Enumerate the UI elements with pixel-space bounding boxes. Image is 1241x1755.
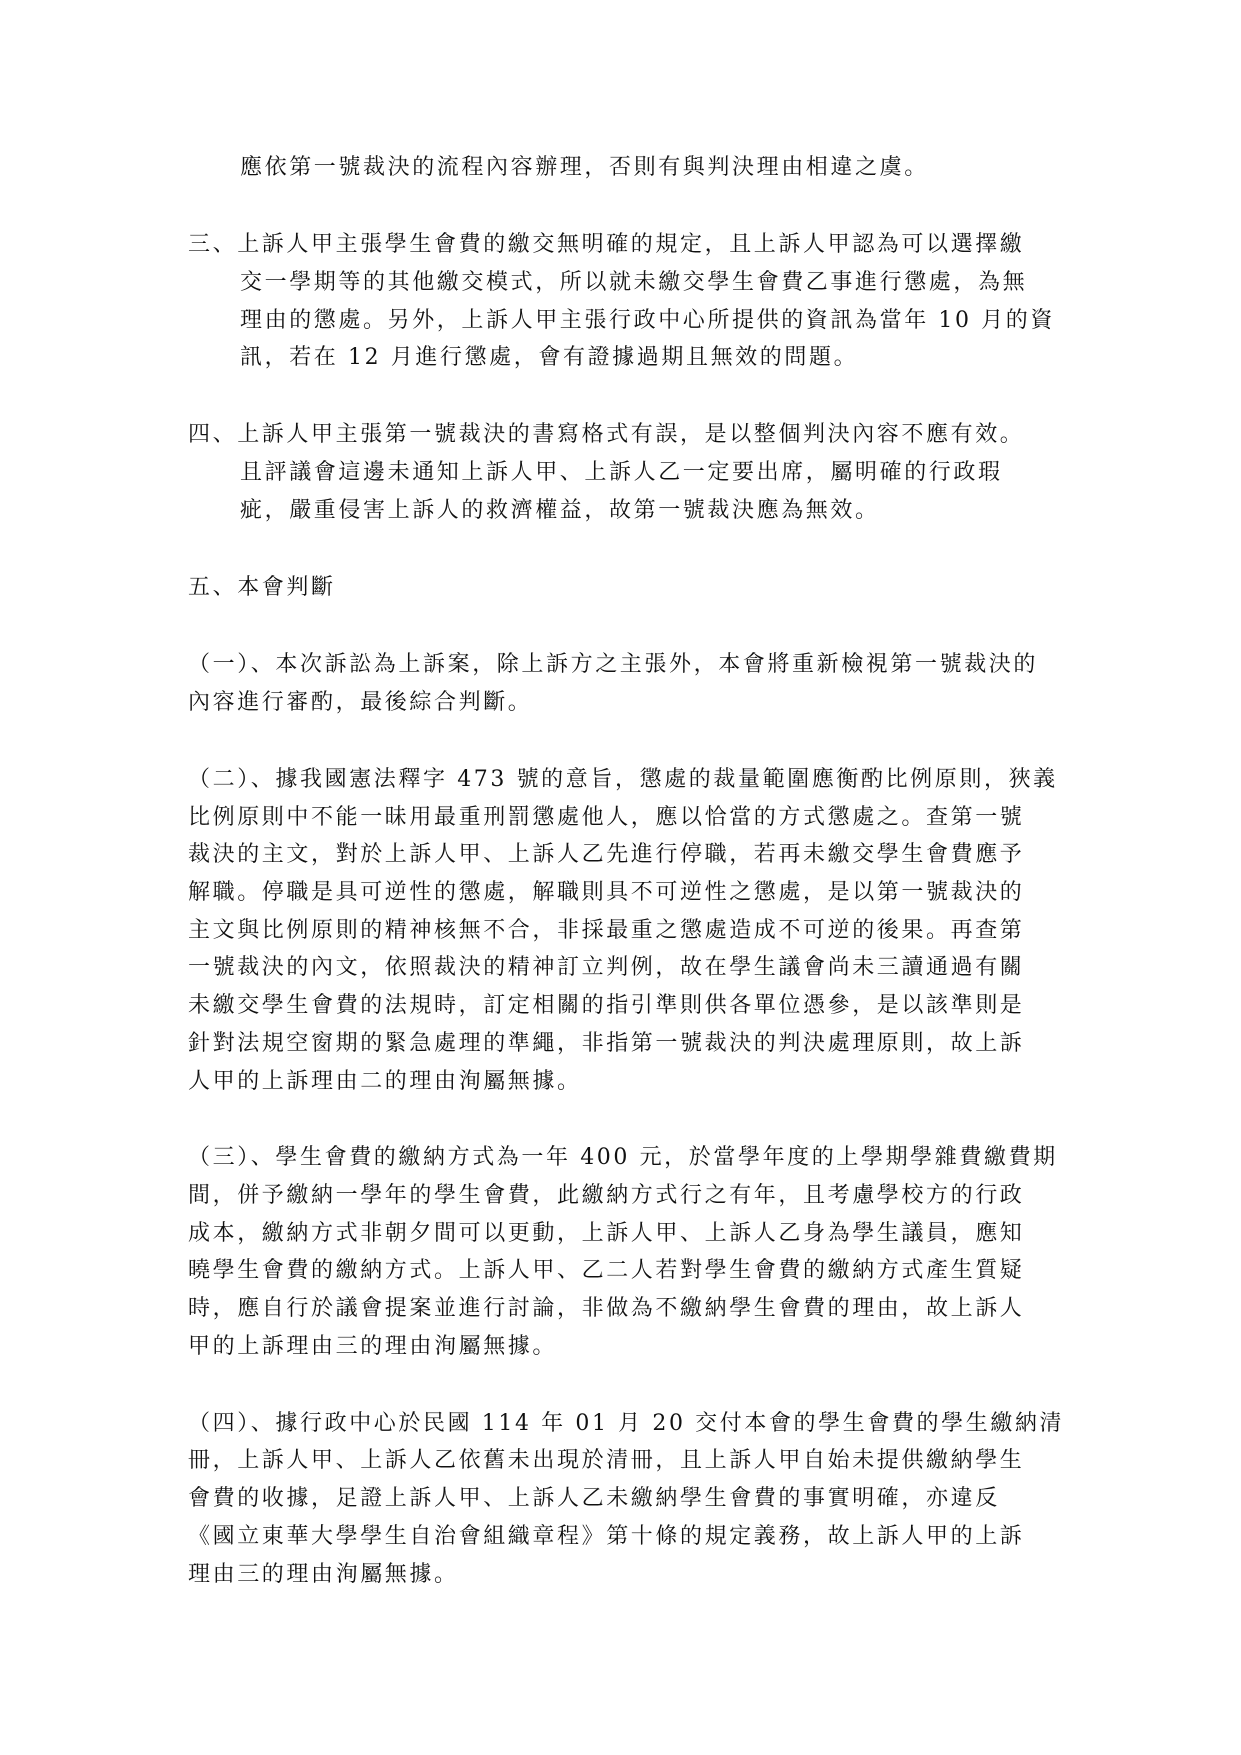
- section-5-heading: 五、本會判斷: [188, 575, 336, 600]
- section-3-line: 交一學期等的其他繳交模式，所以就未繳交學生會費乙事進行懲處，為無: [240, 270, 1028, 295]
- paragraph-line: （三）、學生會費的繳納方式為一年 400 元，於當學年度的上學期學雜費繳費期: [188, 1145, 1058, 1170]
- paragraph-line: 比例原則中不能一昧用最重刑罰懲處他人，應以恰當的方式懲處之。查第一號: [188, 805, 1025, 830]
- paragraph-line: 內容進行審酌，最後綜合判斷。: [188, 690, 533, 715]
- section-4-line: 四、上訴人甲主張第一號裁決的書寫格式有誤，是以整個判決內容不應有效。: [188, 422, 1025, 447]
- paragraph-line: （四）、據行政中心於民國 114 年 01 月 20 交付本會的學生會費的學生繳納清: [188, 1411, 1065, 1436]
- paragraph-line: 時，應自行於議會提案並進行討論，非做為不繳納學生會費的理由，故上訴人: [188, 1296, 1025, 1321]
- paragraph-line: 間，併予繳納一學年的學生會費，此繳納方式行之有年，且考慮學校方的行政: [188, 1183, 1025, 1208]
- paragraph-line: 冊，上訴人甲、上訴人乙依舊未出現於清冊，且上訴人甲自始未提供繳納學生: [188, 1448, 1025, 1473]
- paragraph-line: 曉學生會費的繳納方式。上訴人甲、乙二人若對學生會費的繳納方式產生質疑: [188, 1258, 1025, 1283]
- paragraph-line: 成本，繳納方式非朝夕間可以更動，上訴人甲、上訴人乙身為學生議員，應知: [188, 1221, 1025, 1246]
- section-4-line: 且評議會這邊未通知上訴人甲、上訴人乙一定要出席，屬明確的行政瑕: [240, 460, 1003, 485]
- paragraph-line: 理由三的理由洵屬無據。: [188, 1562, 459, 1587]
- section-4-line: 疵，嚴重侵害上訴人的救濟權益，故第一號裁決應為無效。: [240, 498, 880, 523]
- paragraph-line: 會費的收據，足證上訴人甲、上訴人乙未繳納學生會費的事實明確，亦違反: [188, 1486, 1000, 1511]
- paragraph-line: （一）、本次訴訟為上訴案，除上訴方之主張外，本會將重新檢視第一號裁決的: [188, 652, 1039, 677]
- section-3-line: 訊，若在 12 月進行懲處，會有證據過期且無效的問題。: [240, 345, 859, 370]
- paragraph-line: 針對法規空窗期的緊急處理的準繩，非指第一號裁決的判決處理原則，故上訴: [188, 1031, 1025, 1056]
- paragraph-line: 人甲的上訴理由二的理由洵屬無據。: [188, 1069, 582, 1094]
- paragraph-line: 主文與比例原則的精神核無不合，非採最重之懲處造成不可逆的後果。再查第: [188, 918, 1025, 943]
- paragraph-line: 解職。停職是具可逆性的懲處，解職則具不可逆性之懲處，是以第一號裁決的: [188, 880, 1025, 905]
- section-3-line: 三、上訴人甲主張學生會費的繳交無明確的規定，且上訴人甲認為可以選擇繳: [188, 232, 1025, 257]
- paragraph-line: 裁決的主文，對於上訴人甲、上訴人乙先進行停職，若再未繳交學生會費應予: [188, 842, 1025, 867]
- paragraph-line: 《國立東華大學學生自治會組織章程》第十條的規定義務，故上訴人甲的上訴: [188, 1524, 1025, 1549]
- paragraph-line: 一號裁決的內文，依照裁決的精神訂立判例，故在學生議會尚未三讀通過有關: [188, 955, 1025, 980]
- continuation-line: 應依第一號裁決的流程內容辦理，否則有與判決理由相違之虞。: [240, 155, 929, 180]
- paragraph-line: 未繳交學生會費的法規時，訂定相關的指引準則供各單位憑參，是以該準則是: [188, 993, 1025, 1018]
- paragraph-line: 甲的上訴理由三的理由洵屬無據。: [188, 1334, 558, 1359]
- paragraph-line: （二）、據我國憲法釋字 473 號的意旨，懲處的裁量範圍應衡酌比例原則，狹義: [188, 767, 1058, 792]
- section-3-line: 理由的懲處。另外，上訴人甲主張行政中心所提供的資訊為當年 10 月的資: [240, 308, 1055, 333]
